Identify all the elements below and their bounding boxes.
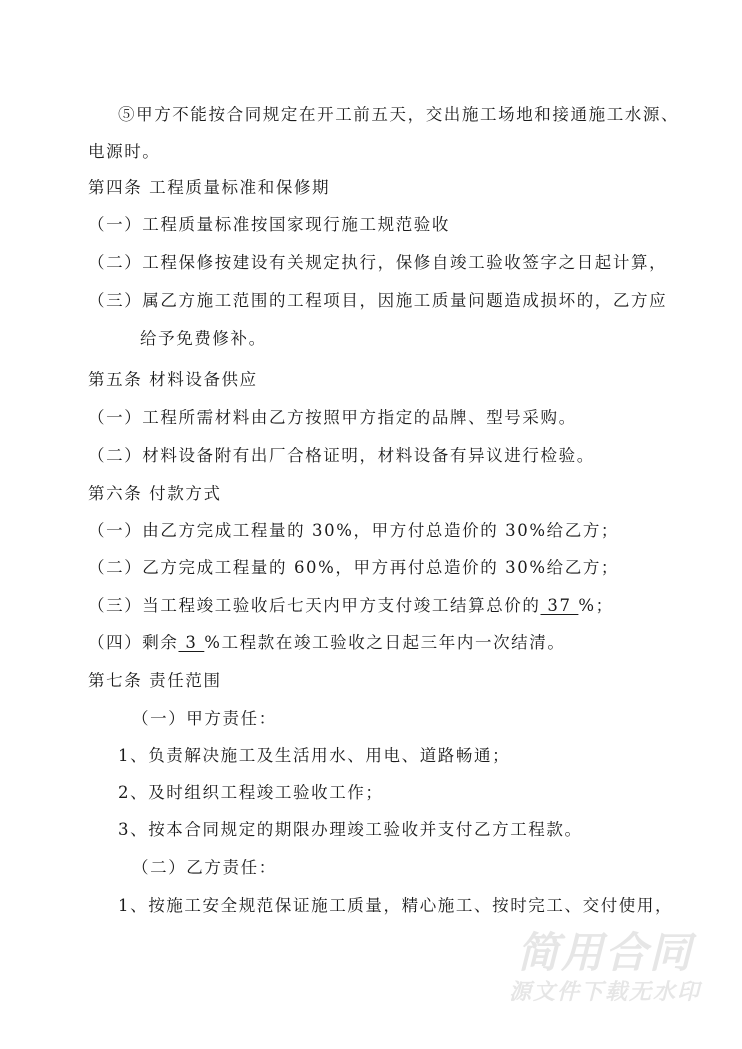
article-6-heading: 第六条 付款方式 [88, 484, 222, 503]
payment-3-percent: 37 [540, 596, 579, 615]
watermark-title: 简用合同 [516, 928, 693, 977]
party-b-heading: （二）乙方责任： [132, 858, 277, 877]
article-7-heading: 第七条 责任范围 [88, 671, 222, 690]
article-6-item-3 [88, 595, 614, 617]
payment-3-prefix: （三）当工程竣工验收后七天内甲方支付竣工结算总价的 [88, 596, 541, 615]
article-6-item-1: （一）由乙方完成工程量的 30%，甲方付总造价的 30%给乙方； [88, 521, 620, 540]
article-4-item-2: （二）工程保修按建设有关规定执行，保修自竣工验收签字之日起计算， [88, 253, 668, 272]
payment-3-suffix: %； [578, 596, 614, 615]
party-b-item-1: 1、按施工安全规范保证施工质量，精心施工、按时完工、交付使用， [118, 896, 674, 915]
clause-item-5: ⑤甲方不能按合同规定在开工前五天，交出施工场地和接通施工水源、 [118, 105, 680, 124]
article-4-item-1: （一）工程质量标准按国家现行施工规范验收 [88, 215, 450, 234]
party-a-heading: （一）甲方责任： [132, 709, 277, 728]
article-6-item-4 [88, 632, 565, 654]
article-5-item-2: （二）材料设备附有出厂合格证明，材料设备有异议进行检验。 [88, 446, 595, 465]
article-4-item-3: （三）属乙方施工范围的工程项目，因施工质量问题造成损坏的，乙方应 [88, 291, 668, 310]
payment-4-percent: 3 [178, 633, 205, 652]
article-5-item-1: （一）工程所需材料由乙方按照甲方指定的品牌、型号采购。 [88, 408, 577, 427]
party-a-item-1: 1、负责解决施工及生活用水、用电、道路畅通； [118, 746, 511, 765]
payment-4-suffix: %工程款在竣工验收之日起三年内一次结清。 [204, 633, 566, 652]
article-6-item-2: （二）乙方完成工程量的 60%，甲方再付总造价的 30%给乙方； [88, 558, 620, 577]
clause-item-5-cont: 电源时。 [88, 142, 161, 161]
watermark-subtitle: 源文件下载无水印 [508, 980, 701, 1005]
watermark [505, 928, 705, 1008]
party-a-item-2: 2、及时组织工程竣工验收工作； [118, 783, 384, 802]
party-a-item-3: 3、按本合同规定的期限办理竣工验收并支付乙方工程款。 [118, 820, 583, 839]
payment-4-prefix: （四）剩余 [88, 633, 179, 652]
article-4-item-3-cont: 给予免费修补。 [140, 329, 267, 348]
article-5-heading: 第五条 材料设备供应 [88, 370, 258, 389]
article-4-heading: 第四条 工程质量标准和保修期 [88, 178, 331, 197]
